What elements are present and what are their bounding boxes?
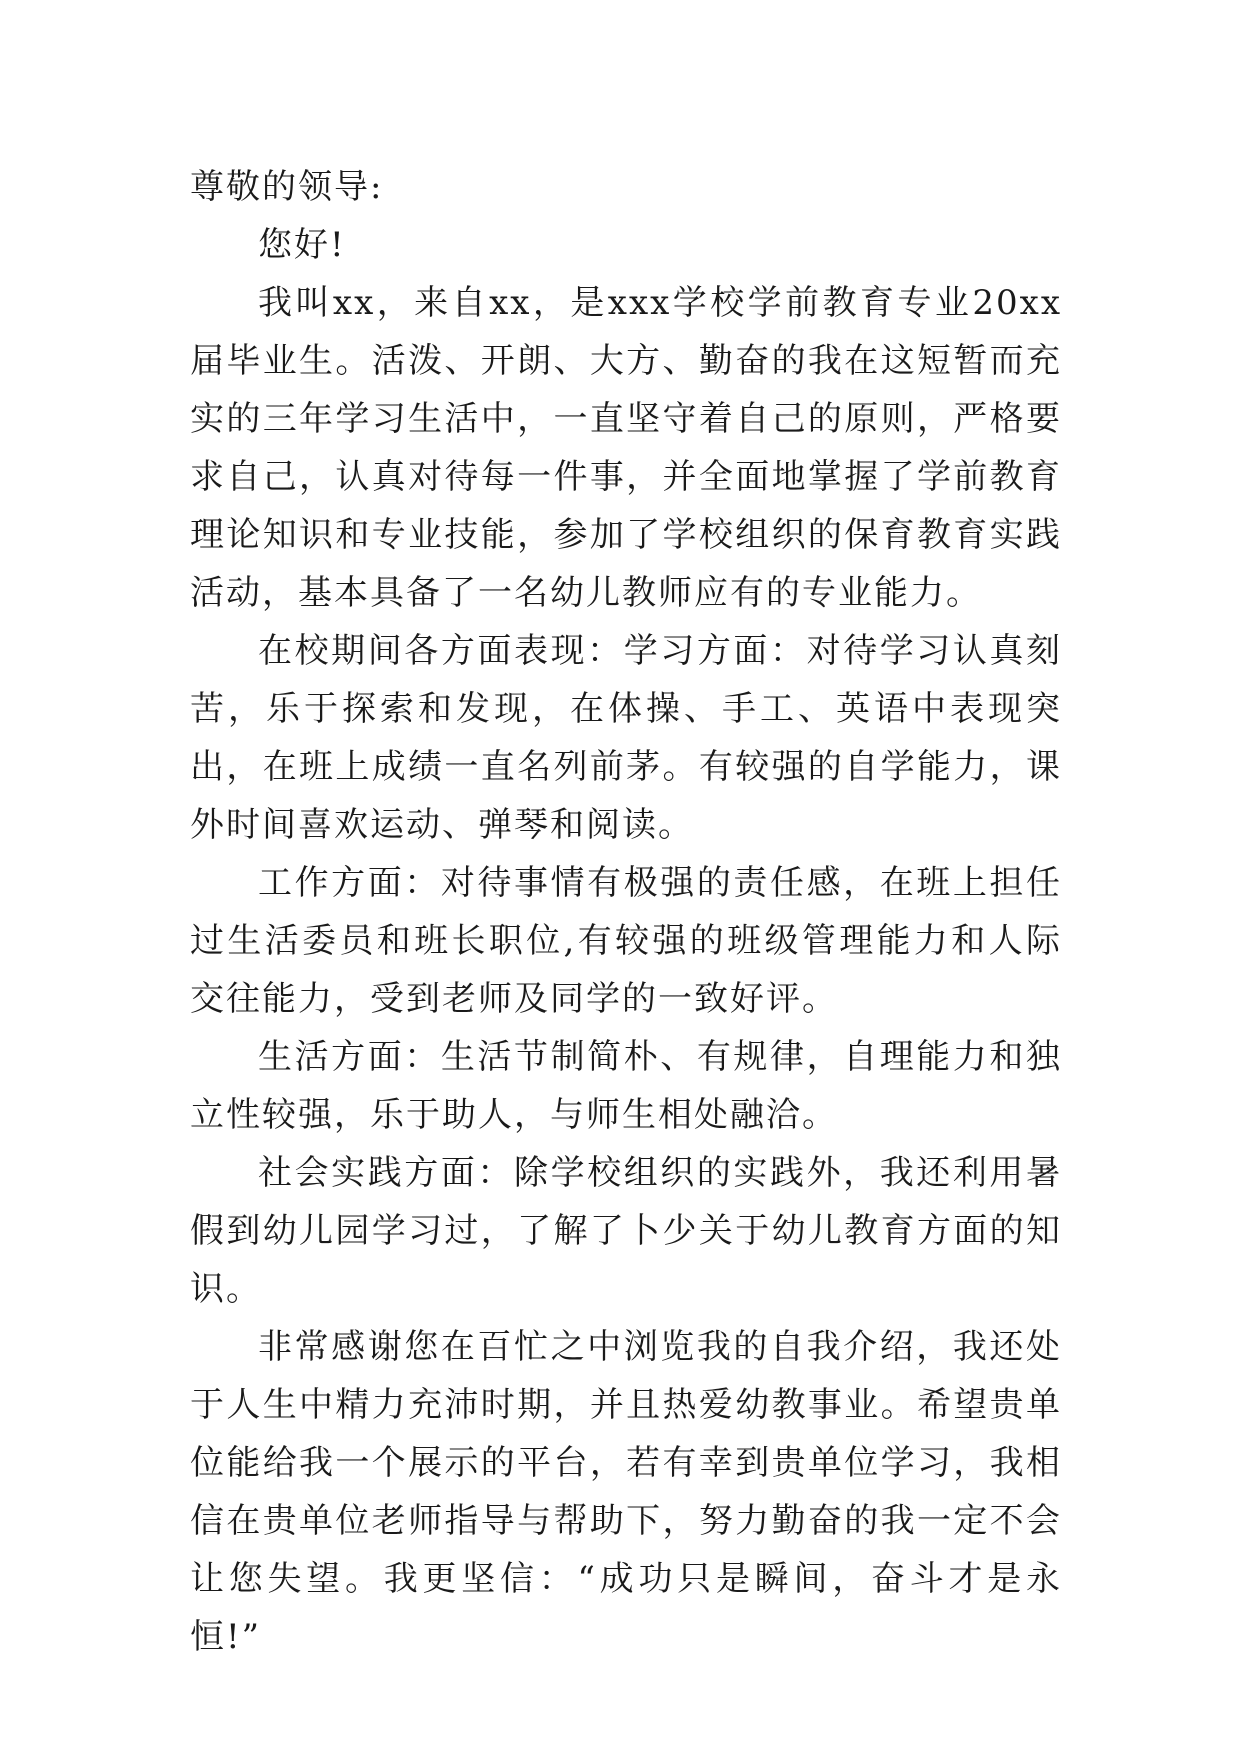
paragraph-study: 在校期间各方面表现：学习方面：对待学习认真刻苦，乐于探索和发现，在体操、手工、英语中表现突出，在班上成绩一直名列前茅。有较强的自学能力，课外时间喜欢运动、弹琴和阅读。 bbox=[190, 631, 1062, 845]
letter-body bbox=[190, 158, 1062, 1666]
paragraph-life: 生活方面：生活节制简朴、有规律，自理能力和独立性较强，乐于助人，与师生相处融洽。 bbox=[190, 1037, 1062, 1135]
paragraph-closing: 非常感谢您在百忙之中浏览我的自我介绍，我还处于人生中精力充沛时期，并且热爱幼教事业。希望贵单位能给我一个展示的平台，若有幸到贵单位学习，我相信在贵单位老师指导与帮助下，努力勤奋的我一定不会让您失望。我更坚信：“成功只是瞬间，奋斗才是永恒!” bbox=[190, 1327, 1062, 1657]
salutation: 尊敬的领导: bbox=[190, 167, 384, 207]
paragraph-social-practice: 社会实践方面：除学校组织的实践外，我还利用暑假到幼儿园学习过，了解了卜少关于幼儿教育方面的知识。 bbox=[190, 1153, 1062, 1309]
greeting: 您好! bbox=[258, 225, 346, 265]
paragraph-introduction: 我叫xx，来自xx，是xxx学校学前教育专业20xx届毕业生。活泼、开朗、大方、勤奋的我在这短暂而充实的三年学习生活中，一直坚守着自己的原则，严格要求自己，认真对待每一件事，并全面地掌握了学前教育理论知识和专业技能，参加了学校组织的保育教育实践活动，基本具备了一名幼儿教师应有的专业能力。 bbox=[190, 283, 1062, 613]
paragraph-work: 工作方面：对待事情有极强的责任感，在班上担任过生活委员和班长职位,有较强的班级管理能力和人际交往能力，受到老师及同学的一致好评。 bbox=[190, 863, 1062, 1019]
